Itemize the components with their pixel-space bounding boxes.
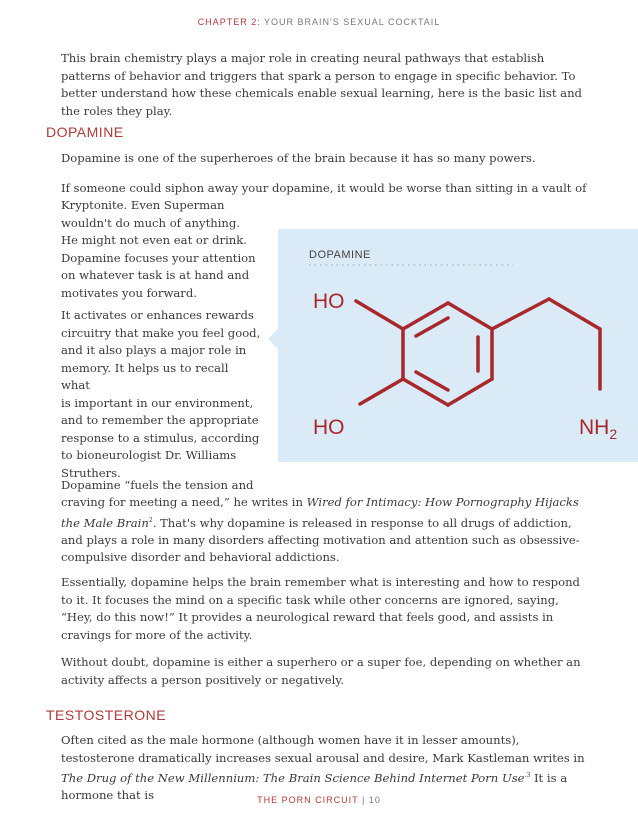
footnote-marker: 2: [148, 516, 153, 524]
bond-side-chain: [549, 299, 600, 329]
footer-separator: |: [358, 795, 369, 805]
intro-paragraph: This brain chemistry plays a major role in creating neural pathways that establish patterns of behavior and triggers that spark a person to engage in specific behavior. To better understand how these chemicals enable sexual learning, here is the basic list and the roles they play.: [61, 51, 582, 118]
chapter-title: YOUR BRAIN'S SEXUAL COCKTAIL: [264, 17, 441, 27]
dopamine-paragraph-4: craving for meeting a need,” he writes in Wired for Intimacy: How Pornography Hijacks the Male Brain$^2$. That's why dopamine is released in response to all drugs of addiction, and plays a role in many disorders affecting motivation and attention such as obsessive-compulsive disorder and behavioral addictions.: [61, 495, 580, 565]
figure-label: DOPAMINE: [309, 249, 371, 261]
book-title-footer: THE PORN CIRCUIT: [257, 795, 359, 805]
footnote-marker: .3: [524, 772, 531, 779]
bond: [403, 303, 448, 329]
text-line: is important in our environment,: [61, 395, 254, 410]
text-line: motivates you forward.: [61, 285, 197, 300]
bond-to-oh-top: [356, 301, 403, 329]
dopamine-molecule-diagram: [278, 229, 638, 462]
dopamine-paragraph-4-line-1: Dopamine “fuels the tension and: [61, 478, 254, 492]
dopamine-heading: DOPAMINE: [46, 124, 124, 140]
dopamine-paragraph-3: [61, 307, 261, 482]
hydroxyl-top-label: HO: [313, 290, 345, 313]
testosterone-heading: TESTOSTERONE: [46, 707, 167, 723]
dopamine-paragraph-6: Without doubt, dopamine is either a superhero or a super foe, depending on whether an activity affects a person positively or negatively.: [61, 655, 581, 687]
chapter-number: CHAPTER 2:: [197, 17, 261, 27]
hydroxyl-bottom-label: HO: [313, 416, 345, 439]
text-line: It activates or enhances rewards: [61, 308, 254, 322]
text-line: and it also plays a major role in: [61, 343, 247, 357]
bond: [448, 303, 492, 329]
text-line: memory. It helps us to recall what: [61, 360, 229, 392]
text-line: and to remember the appropriate: [61, 413, 259, 427]
amine-label: $NH_2$: [579, 416, 618, 442]
bond: [403, 379, 448, 405]
running-header: [0, 17, 638, 27]
dopamine-paragraph-5: Essentially, dopamine helps the brain remember what is interesting and how to respond to it. It focuses the mind on a specific task while other concerns are ignored, saying, “Hey, do this now!” It provides a neurological reward that feels good, and assists in cravings for more of the activity.: [61, 575, 580, 642]
dopamine-figure: [278, 229, 638, 462]
benzene-ring: [356, 299, 600, 405]
text-line: wouldn't do much of anything.: [61, 215, 240, 230]
dopamine-paragraph-2-line-1: If someone could siphon away your dopamine, it would be worse than sitting in a vault of: [61, 181, 587, 195]
bond-side-chain: [492, 299, 549, 329]
text-line: to bioneurologist Dr. Williams: [61, 448, 237, 462]
page-number: 10: [368, 795, 381, 805]
bond-to-oh-bottom: [360, 379, 403, 404]
text-line: Struthers.: [61, 465, 121, 480]
bond: [448, 379, 492, 405]
running-footer: [0, 795, 638, 805]
testosterone-paragraph-1: Often cited as the male hormone (although women have it in lesser amounts), testosterone dramatically increases sexual arousal and desire, Mark Kastleman writes in The Drug of the New Millennium: The Brain Science Behind Internet Porn Use$^{.3}$ It is a hormone that is: [61, 733, 585, 803]
text-line: on whatever task is at hand and: [61, 268, 250, 282]
book-title: The Drug of the New Millennium: The Brain Science Behind Internet Porn Use: [61, 770, 525, 785]
text-line: response to a stimulus, according: [61, 430, 260, 445]
text-line: Dopamine focuses your attention: [61, 250, 256, 265]
text-line: He might not even eat or drink.: [61, 233, 247, 247]
text-line: Kryptonite. Even Superman: [61, 198, 225, 212]
dopamine-paragraph-2-wrapped: [61, 197, 261, 302]
text-line: circuitry that make you feel good,: [61, 325, 261, 340]
book-title: Wired for Intimacy: How Pornography Hijacks the Male Brain: [61, 495, 579, 530]
dopamine-paragraph-1: Dopamine is one of the superheroes of the brain because it has so many powers.: [61, 151, 536, 165]
